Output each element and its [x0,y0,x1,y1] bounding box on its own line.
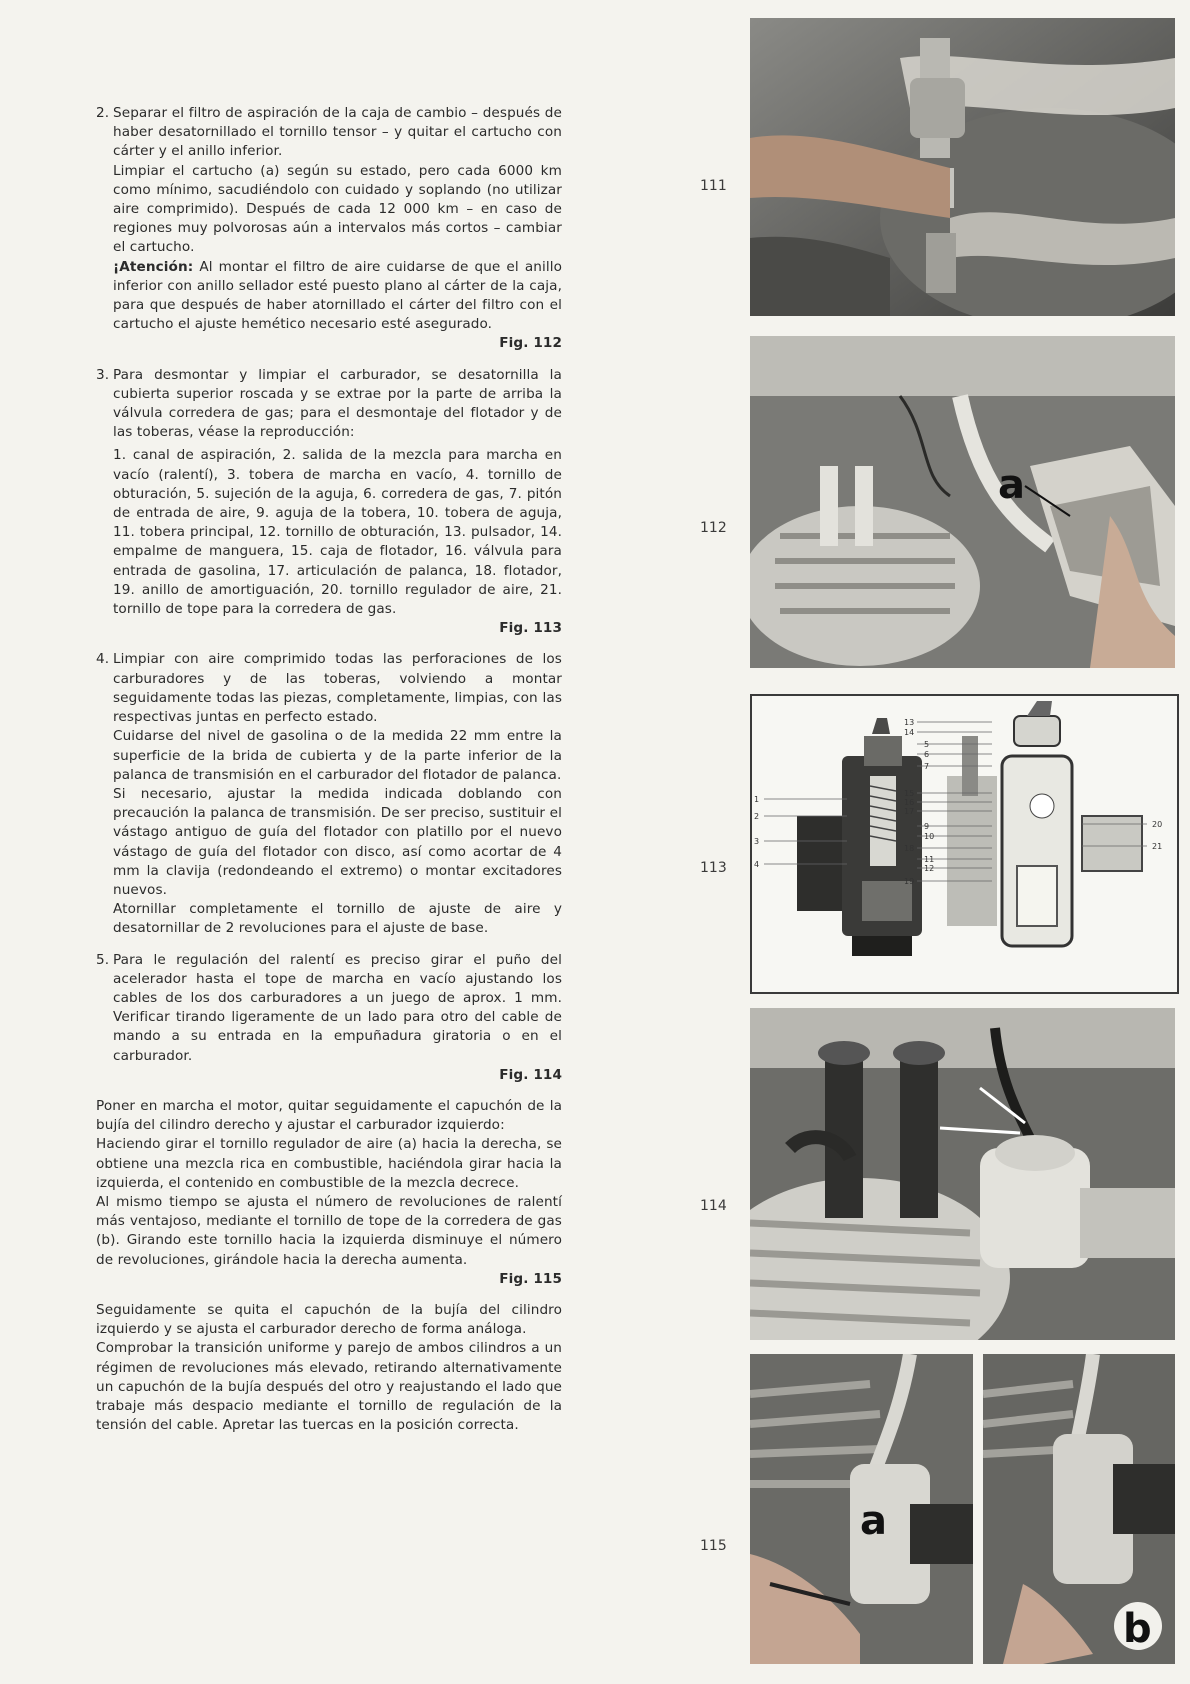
diagram-label: 7 [924,762,930,771]
diagram-label: 10 [924,832,935,841]
paragraph: Para desmontar y limpiar el carburador, se desatornilla la cubierta superior roscada y se extrae por la parte de arriba la válvula corredera de gas; para el desmontaje del flotador y de las toberas, véase la reproducción: [113,366,562,441]
photo-fig-114 [750,1008,1175,1340]
paragraph: Para le regulación del ralentí es preciso girar el puño del acelerador hasta el tope de marcha en vacío ajustando los cables de los dos carburadores a un juego de aprox. 1 mm. Verificar tirando ligeramente de un lado para otro del cable de mando a su entrada en la empuñadura giratoria o en el carburador. [113,951,562,1064]
fig-reference: Fig. 113 [499,620,562,637]
figure-number-114: 114 [700,1198,727,1214]
diagram-label: 16 [904,798,915,807]
idle-adjust-block [96,1097,562,1289]
diagram-label: 1 [754,795,760,804]
label-b: b [1123,1606,1152,1652]
paragraph: Si necesario, ajustar la medida indicada doblando con precaución la palanca de transmisión. De ser preciso, sustituir el vástago antiguo de guía del flotador con platillo por el nuevo vástago de guía del flotador con disco, así como acortar de 4 mm la clavija (redondeando el extremo) o montar excitadores nuevos. [113,785,562,898]
step-4 [96,650,562,938]
paragraph: Seguidamente se quita el capuchón de la bujía del cilindro izquierdo y se ajusta el carburador derecho de forma análoga. [96,1301,562,1338]
figure-number-115: 115 [700,1538,727,1554]
diagram-label: 14 [904,728,915,737]
fig-reference: Fig. 115 [499,1270,562,1287]
diagram-label: 3 [754,837,760,846]
step-5 [96,951,562,1085]
final-block [96,1301,562,1435]
diagram-label: 5 [924,740,930,749]
photo-fig-115-left [750,1354,973,1664]
paragraph: Atornillar completamente el tornillo de ajuste de aire y desatornillar de 2 revoluciones para el ajuste de base. [113,901,562,937]
step-number: 2. [96,105,110,121]
label-a: a [998,462,1025,508]
fig-reference: Fig. 114 [499,1066,562,1083]
diagram-label: 21 [1152,842,1163,851]
figure-number-112: 112 [700,520,727,536]
text-column [96,104,562,1447]
paragraph: Comprobar la transición uniforme y parejo de ambos cilindros a un régimen de revoluciones más elevado, retirando alternativamente un capuchón de la bujía después del otro y reajustando el lado que trabaje más despacio mediante el tornillo de regulación de la tensión del cable. Apretar las tuercas en la posición correcta. [96,1340,562,1434]
figure-number-111: 111 [700,178,727,194]
paragraph: Limpiar con aire comprimido todas las perforaciones de los carburadores y de las toberas, volviendo a montar seguidamente todas las piezas, completamente, limpias, con las respectivas juntas en perfecto estado. [113,651,562,726]
diagram-label: 11 [924,855,935,864]
diagram-label: 17 [904,807,915,816]
diagram-label: 18 [904,844,915,853]
label-a: a [860,1498,887,1544]
step-number: 4. [96,651,110,668]
paragraph: Limpiar el cartucho (a) según su estado, pero cada 6000 km como mínimo, sacudiéndolo con cuidado y soplando (no utilizar aire comprimido). Después de cada 12 000 km – en caso de regiones muy polvorosas aún a intervalos más cortos – cambiar el cartucho. [113,162,562,256]
paragraph: Poner en marcha el motor, quitar seguidamente el capuchón de la bujía del cilindro derecho y ajustar el carburador izquierdo: [96,1097,562,1134]
diagram-label: 9 [924,822,930,831]
step-2 [96,104,562,354]
step-number: 3. [96,366,110,383]
slide-carburetor-section [797,718,922,956]
attention-label: ¡Atención: [113,258,194,275]
diagram-label: 2 [754,812,760,821]
paragraph: Separar el filtro de aspiración de la caja de cambio – después de haber desatornillado el tornillo tensor – y quitar el cartucho con cárter y el anillo inferior. [113,105,562,160]
parts-list: 1. canal de aspiración, 2. salida de la mezcla para marcha en vacío (ralentí), 3. tobera de marcha en vacío, 4. tornillo de obturación, 5. sujeción de la aguja, 6. corredera de gas, 7. pitón de entrada de aire, 9. aguja de la tobera, 10. tobera de aguja, 11. tobera principal, 12. tornillo de obturación, 13. pulsador, 14. empalme de manguera, 15. caja de flotador, 16. válvula para entrada de gasolina, 17. articulación de palanca, 18. flotador, 19. anillo de amortiguación, 20. tornillo regulador de aire, 21. tornillo de tope para la corredera de gas. [113,447,562,618]
paragraph: Haciendo girar el tornillo regulador de aire (a) hacia la derecha, se obtiene una mezcla rica en combustible, haciéndola girar hacia la izquierda, el contenido en combustible de la mezcla decrece. [96,1136,562,1191]
diagram-fig-113 [750,694,1179,994]
float-chamber-section [947,701,1142,946]
diagram-label: 15 [904,789,915,798]
diagram-label: 13 [904,718,915,727]
diagram-label: 19 [904,877,915,886]
diagram-label: 20 [1152,820,1163,829]
diagram-label: 12 [924,864,935,873]
photo-fig-111 [750,18,1175,316]
diagram-label: 4 [754,860,760,869]
photo-fig-112 [750,336,1175,668]
paragraph: Cuidarse del nivel de gasolina o de la medida 22 mm entre la superficie de la brida de cubierta y de la parte inferior de la palanca de transmisión en el carburador del flotador de palanca. [113,728,562,783]
attention-paragraph [113,258,562,335]
step-number: 5. [96,951,110,968]
step-3 [96,366,562,639]
diagram-label: 6 [924,750,930,759]
paragraph: Al mismo tiempo se ajusta el número de revoluciones de ralentí más ventajoso, mediante el tornillo de tope de la corredera de gas (b). Girando este tornillo hacia la izquierda disminuye el número de revoluciones, girándole hacia la derecha aumenta. [96,1193,562,1268]
figure-number-113: 113 [700,860,727,876]
attention-text: Al montar el filtro de aire cuidarse de que el anillo inferior con anillo sellador esté puesto plano al cárter de la caja, para que después de haber atornillado el cárter del filtro con el cartucho el ajuste hemético necesario esté asegurado. [113,258,563,333]
fig-reference: Fig. 112 [499,335,562,352]
photo-fig-115-right [983,1354,1175,1664]
